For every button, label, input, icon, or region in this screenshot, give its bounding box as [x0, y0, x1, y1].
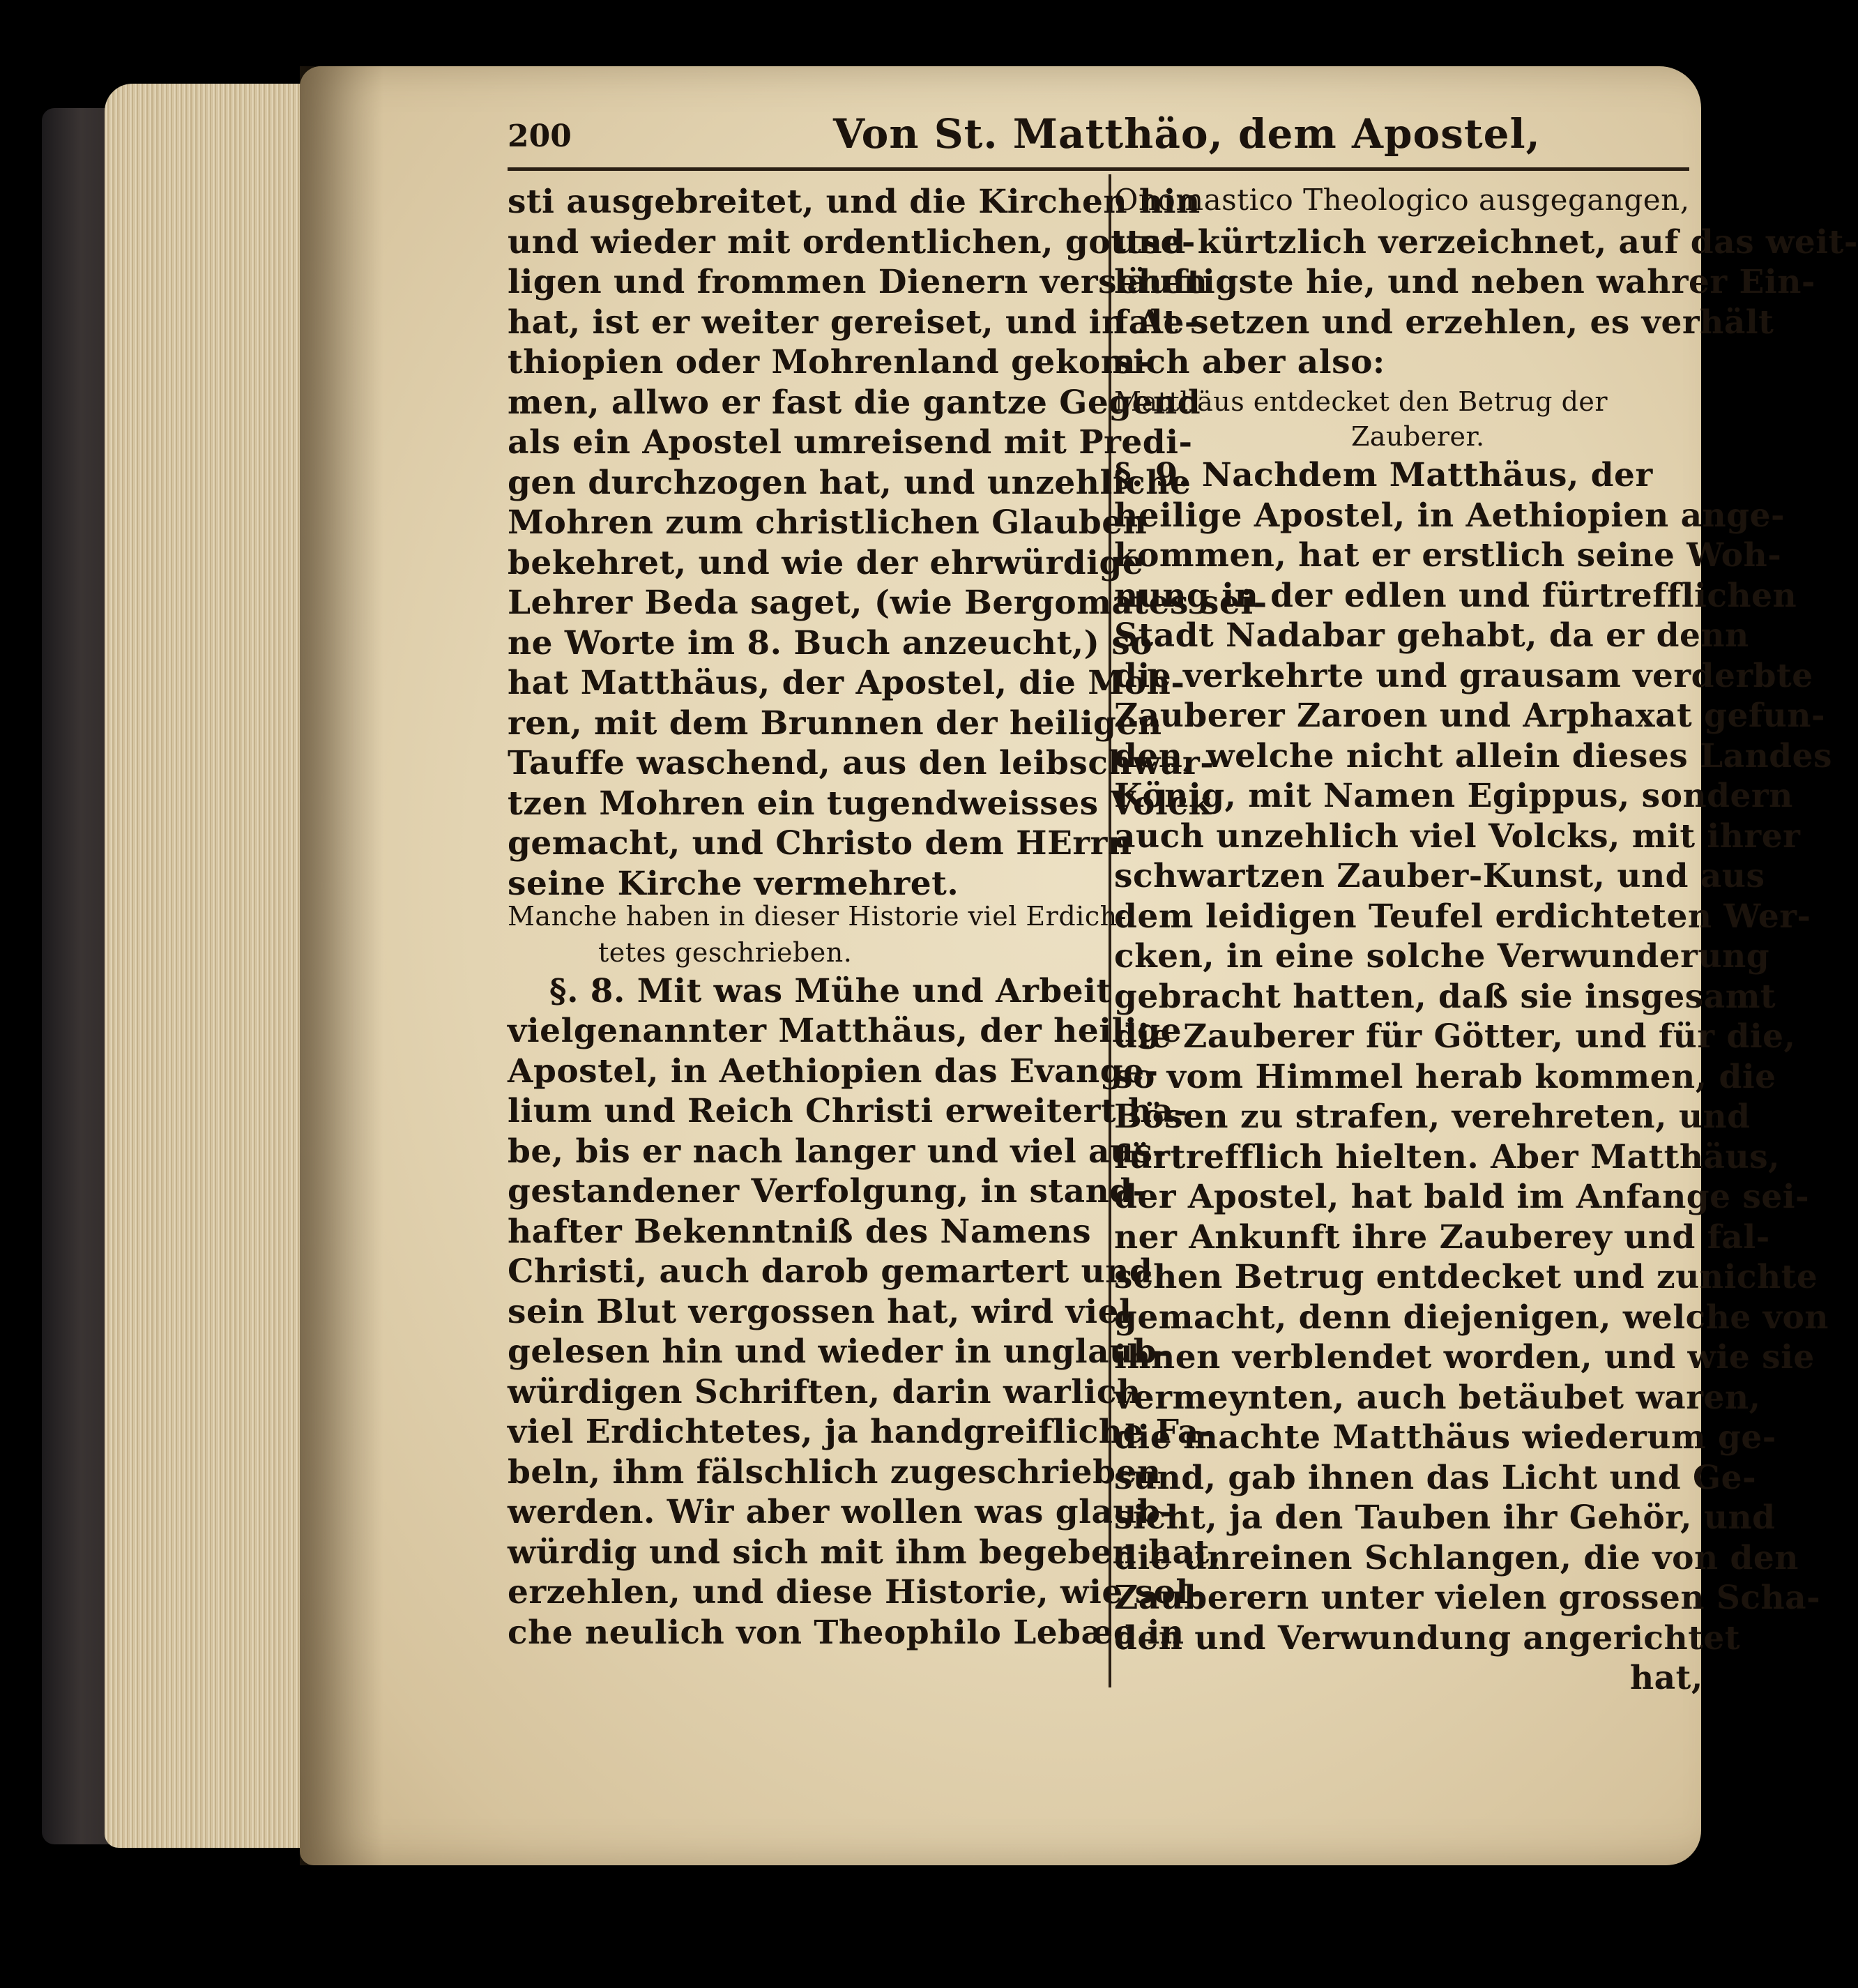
text-line: vermeynten, auch betäubet waren,	[1114, 1378, 1761, 1417]
text-line: bekehret, und wie der ehrwürdige	[508, 543, 1144, 582]
text-line: gemacht, denn diejenigen, welche von	[1114, 1298, 1829, 1337]
text-line: dem leidigen Teufel erdichteten Wer-	[1114, 897, 1811, 936]
text-line: ren, mit dem Brunnen der heiligen	[508, 704, 1162, 743]
text-line: ne Worte im 8. Buch anzeucht,) so	[508, 623, 1153, 662]
header-rule	[508, 167, 1689, 171]
text-line: Stadt Nadabar gehabt, da er denn	[1114, 616, 1749, 655]
text-line: werden. Wir aber wollen was glaub-	[508, 1493, 1175, 1531]
text-line: Manche haben in dieser Historie viel Erdich-	[508, 900, 1127, 932]
text-line: gelesen hin und wieder in unglaub-	[508, 1333, 1171, 1371]
text-line: viel Erdichtetes, ja handgreifliche Fa-	[508, 1413, 1213, 1451]
text-line: die Zauberer für Götter, und für die,	[1114, 1017, 1796, 1056]
text-line: vielgenannter Matthäus, der heilige	[508, 1012, 1182, 1050]
text-line: schwartzen Zauber-Kunst, und aus	[1114, 857, 1765, 895]
text-line: §. 8. Mit was Mühe und Arbeit	[549, 971, 1112, 1010]
text-line: nung in der edlen und fürtrefflichen	[1114, 576, 1797, 615]
text-line: §. 9. Nachdem Matthäus, der	[1114, 456, 1653, 494]
text-line: Zauberer Zaroen und Arphaxat gefun-	[1114, 697, 1825, 735]
text-line: die unreinen Schlangen, die von den	[1114, 1538, 1799, 1577]
text-line: Matthäus entdecket den Betrug der	[1114, 386, 1608, 417]
text-line: beln, ihm fälschlich zugeschrieben	[508, 1452, 1162, 1492]
text-line: und kürtzlich verzeichnet, auf das weit-	[1114, 222, 1858, 261]
text-line: hat,	[1630, 1659, 1703, 1697]
text-line: die verkehrte und grausam verderbte	[1114, 656, 1813, 695]
text-line: den und Verwundung angerichtet	[1114, 1618, 1741, 1657]
text-line: Zauberer.	[1351, 421, 1485, 452]
text-line: König, mit Namen Egippus, sondern	[1114, 777, 1793, 815]
text-line: Zauberern unter vielen grossen Scha-	[1114, 1579, 1821, 1617]
text-line: sti ausgebreitet, und die Kirchen hin	[508, 183, 1201, 221]
text-line: tetes geschrieben.	[598, 936, 853, 968]
text-line: heilige Apostel, in Aethiopien ange-	[1114, 496, 1785, 535]
text-line: die machte Matthäus wiederum ge-	[1114, 1418, 1776, 1457]
text-line: Apostel, in Aethiopien das Evange-	[508, 1052, 1159, 1091]
text-line: men, allwo er fast die gantze Gegend	[508, 383, 1201, 422]
running-title: Von St. Matthäo, dem Apostel,	[833, 110, 1541, 158]
text-line: hat, ist er weiter gereiset, und in Ae-	[508, 303, 1198, 342]
text-line: Mohren zum christlichen Glauben	[508, 503, 1148, 542]
text-line: Tauffe waschend, aus den leibschwar-	[508, 744, 1214, 782]
text-line: Lehrer Beda saget, (wie Bergomates sei-	[508, 584, 1267, 622]
text-line: würdigen Schriften, darin warlich	[508, 1372, 1141, 1411]
text-line: Bösen zu strafen, verehreten, und	[1114, 1098, 1751, 1136]
text-line: che neulich von Theophilo Lebæo in	[508, 1613, 1185, 1652]
text-line: be, bis er nach langer und viel aus-	[508, 1132, 1167, 1171]
text-line: den, welche nicht allein dieses Landes	[1114, 736, 1832, 775]
text-line: lium und Reich Christi erweitert ha-	[508, 1092, 1188, 1130]
text-line: der Apostel, hat bald im Anfange sei-	[1114, 1178, 1810, 1216]
text-line: ligen und frommen Dienern versehen	[508, 263, 1208, 301]
text-line: Christi, auch darob gemartert und	[508, 1252, 1153, 1291]
text-line: gemacht, und Christo dem HErrn	[508, 824, 1132, 863]
text-line: fürtrefflich hielten. Aber Matthäus,	[1114, 1137, 1780, 1176]
text-line: ihnen verblendet worden, und wie sie	[1114, 1338, 1815, 1376]
text-line: sein Blut vergossen hat, wird viel	[508, 1292, 1132, 1331]
text-line: würdig und sich mit ihm begeben hat,	[508, 1533, 1221, 1572]
text-line: sich aber also:	[1114, 343, 1385, 381]
text-line: gebracht hatten, daß sie insgesamt	[1114, 977, 1776, 1016]
text-line: falt setzen und erzehlen, es verhält	[1114, 303, 1774, 342]
text-line: als ein Apostel umreisend mit Predi-	[508, 423, 1193, 462]
text-line: ner Ankunft ihre Zauberey und fal-	[1114, 1217, 1770, 1257]
text-line: hafter Bekenntniß des Namens	[508, 1212, 1092, 1251]
text-line: und wieder mit ordentlichen, gottse-	[508, 222, 1196, 261]
text-line: läuftigste hie, und neben wahrer Ein-	[1114, 263, 1815, 301]
text-line: Onomastico Theologico ausgegangen,	[1114, 183, 1690, 217]
text-line: schen Betrug entdecket und zunichte	[1114, 1258, 1818, 1296]
text-line: gestandener Verfolgung, in stand-	[508, 1172, 1147, 1211]
text-line: gen durchzogen hat, und unzehliche	[508, 463, 1191, 502]
page-number: 200	[508, 119, 572, 154]
text-line: sund, gab ihnen das Licht und Ge-	[1114, 1458, 1757, 1497]
text-line: cken, in eine solche Verwunderung	[1114, 937, 1770, 976]
text-line: so vom Himmel herab kommen, die	[1114, 1057, 1776, 1096]
text-line: auch unzehlich viel Volcks, mit ihrer	[1114, 817, 1801, 856]
text-line: erzehlen, und diese Historie, wie sol-	[508, 1573, 1203, 1611]
gutter-shadow	[300, 66, 383, 1865]
text-line: thiopien oder Mohrenland gekom-	[508, 343, 1150, 381]
text-line: sicht, ja den Tauben ihr Gehör, und	[1114, 1498, 1776, 1537]
text-line: seine Kirche vermehret.	[508, 864, 959, 903]
text-line: kommen, hat er erstlich seine Woh-	[1114, 536, 1782, 575]
text-line: tzen Mohren ein tugendweisses Volck	[508, 784, 1212, 823]
text-line: hat Matthäus, der Apostel, die Moh-	[508, 664, 1185, 702]
